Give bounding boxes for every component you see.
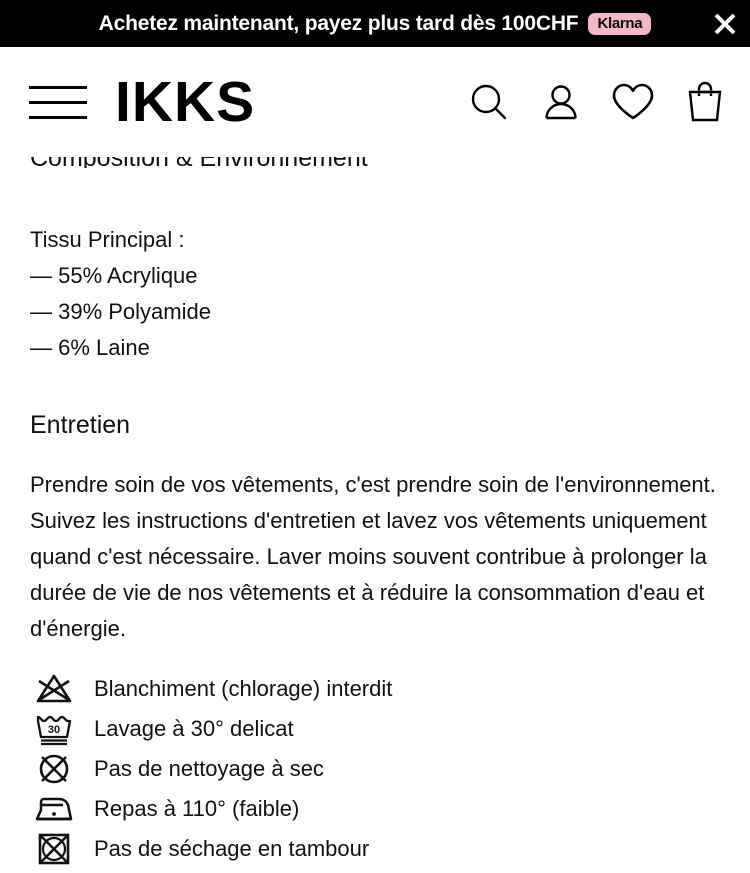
search-button[interactable] [466, 79, 512, 125]
klarna-badge: Klarna [588, 13, 651, 35]
care-paragraph: Prendre soin de vos vêtements, c'est prendre soin de l'environnement. Suivez les instructions d'entretien et lavez vos vêtements uniquement quand c'est nécessaire. Laver moins souvent contribue à prolonger la durée de vie de nos vêtements et à réduire la consommation d'eau et d'énergie. [30, 472, 716, 641]
account-icon [539, 80, 583, 124]
care-label: Blanchiment (chlorage) interdit [94, 675, 393, 701]
site-header [0, 47, 750, 157]
care-label: Pas de séchage en tambour [94, 835, 370, 861]
care-symbols-list [30, 669, 720, 869]
header-actions [466, 79, 728, 125]
do-not-dry-clean-icon [34, 752, 74, 786]
do-not-bleach-symbol [30, 671, 78, 707]
wash-temperature: 30 [47, 724, 61, 736]
composition-item: — 6% Laine [30, 335, 150, 360]
account-button[interactable] [538, 79, 584, 125]
wash-30-delicate-symbol [30, 711, 78, 747]
care-label: Pas de nettoyage à sec [94, 755, 324, 781]
care-section-title: Entretien [30, 411, 131, 439]
care-row [30, 789, 720, 829]
do-not-bleach-icon [32, 673, 76, 705]
wishlist-button[interactable] [610, 79, 656, 125]
do-not-dry-clean-symbol [30, 751, 78, 787]
do-not-tumble-dry-symbol [30, 831, 78, 867]
wash-30-delicate-icon [32, 712, 76, 746]
promo-banner [0, 0, 750, 47]
iron-low-icon [32, 794, 76, 824]
promo-close-button[interactable] [710, 9, 740, 39]
care-row [30, 829, 720, 869]
shopping-bag-icon [683, 79, 727, 125]
do-not-tumble-dry-icon [34, 832, 74, 866]
hamburger-menu-icon [29, 101, 87, 104]
composition-item: — 39% Polyamide [30, 299, 211, 324]
care-row [30, 709, 720, 749]
hamburger-menu-icon [29, 86, 87, 89]
search-icon [467, 80, 511, 124]
cart-button[interactable] [682, 79, 728, 125]
iron-low-symbol [30, 791, 78, 827]
brand-logo[interactable]: IKKS [115, 69, 256, 134]
composition-item: — 55% Acrylique [30, 263, 198, 288]
promo-text: Achetez maintenant, payez plus tard dès 100CHF [98, 11, 579, 35]
hamburger-menu-button[interactable] [29, 80, 87, 124]
heart-icon [610, 80, 656, 124]
composition-block [30, 222, 720, 366]
close-icon [712, 11, 738, 37]
care-row [30, 749, 720, 789]
product-details-content [0, 157, 750, 869]
care-row [30, 669, 720, 709]
hamburger-menu-icon [29, 116, 87, 119]
care-label: Lavage à 30° delicat [94, 715, 294, 741]
composition-heading: Tissu Principal : [30, 227, 185, 252]
care-label: Repas à 110° (faible) [94, 795, 300, 821]
